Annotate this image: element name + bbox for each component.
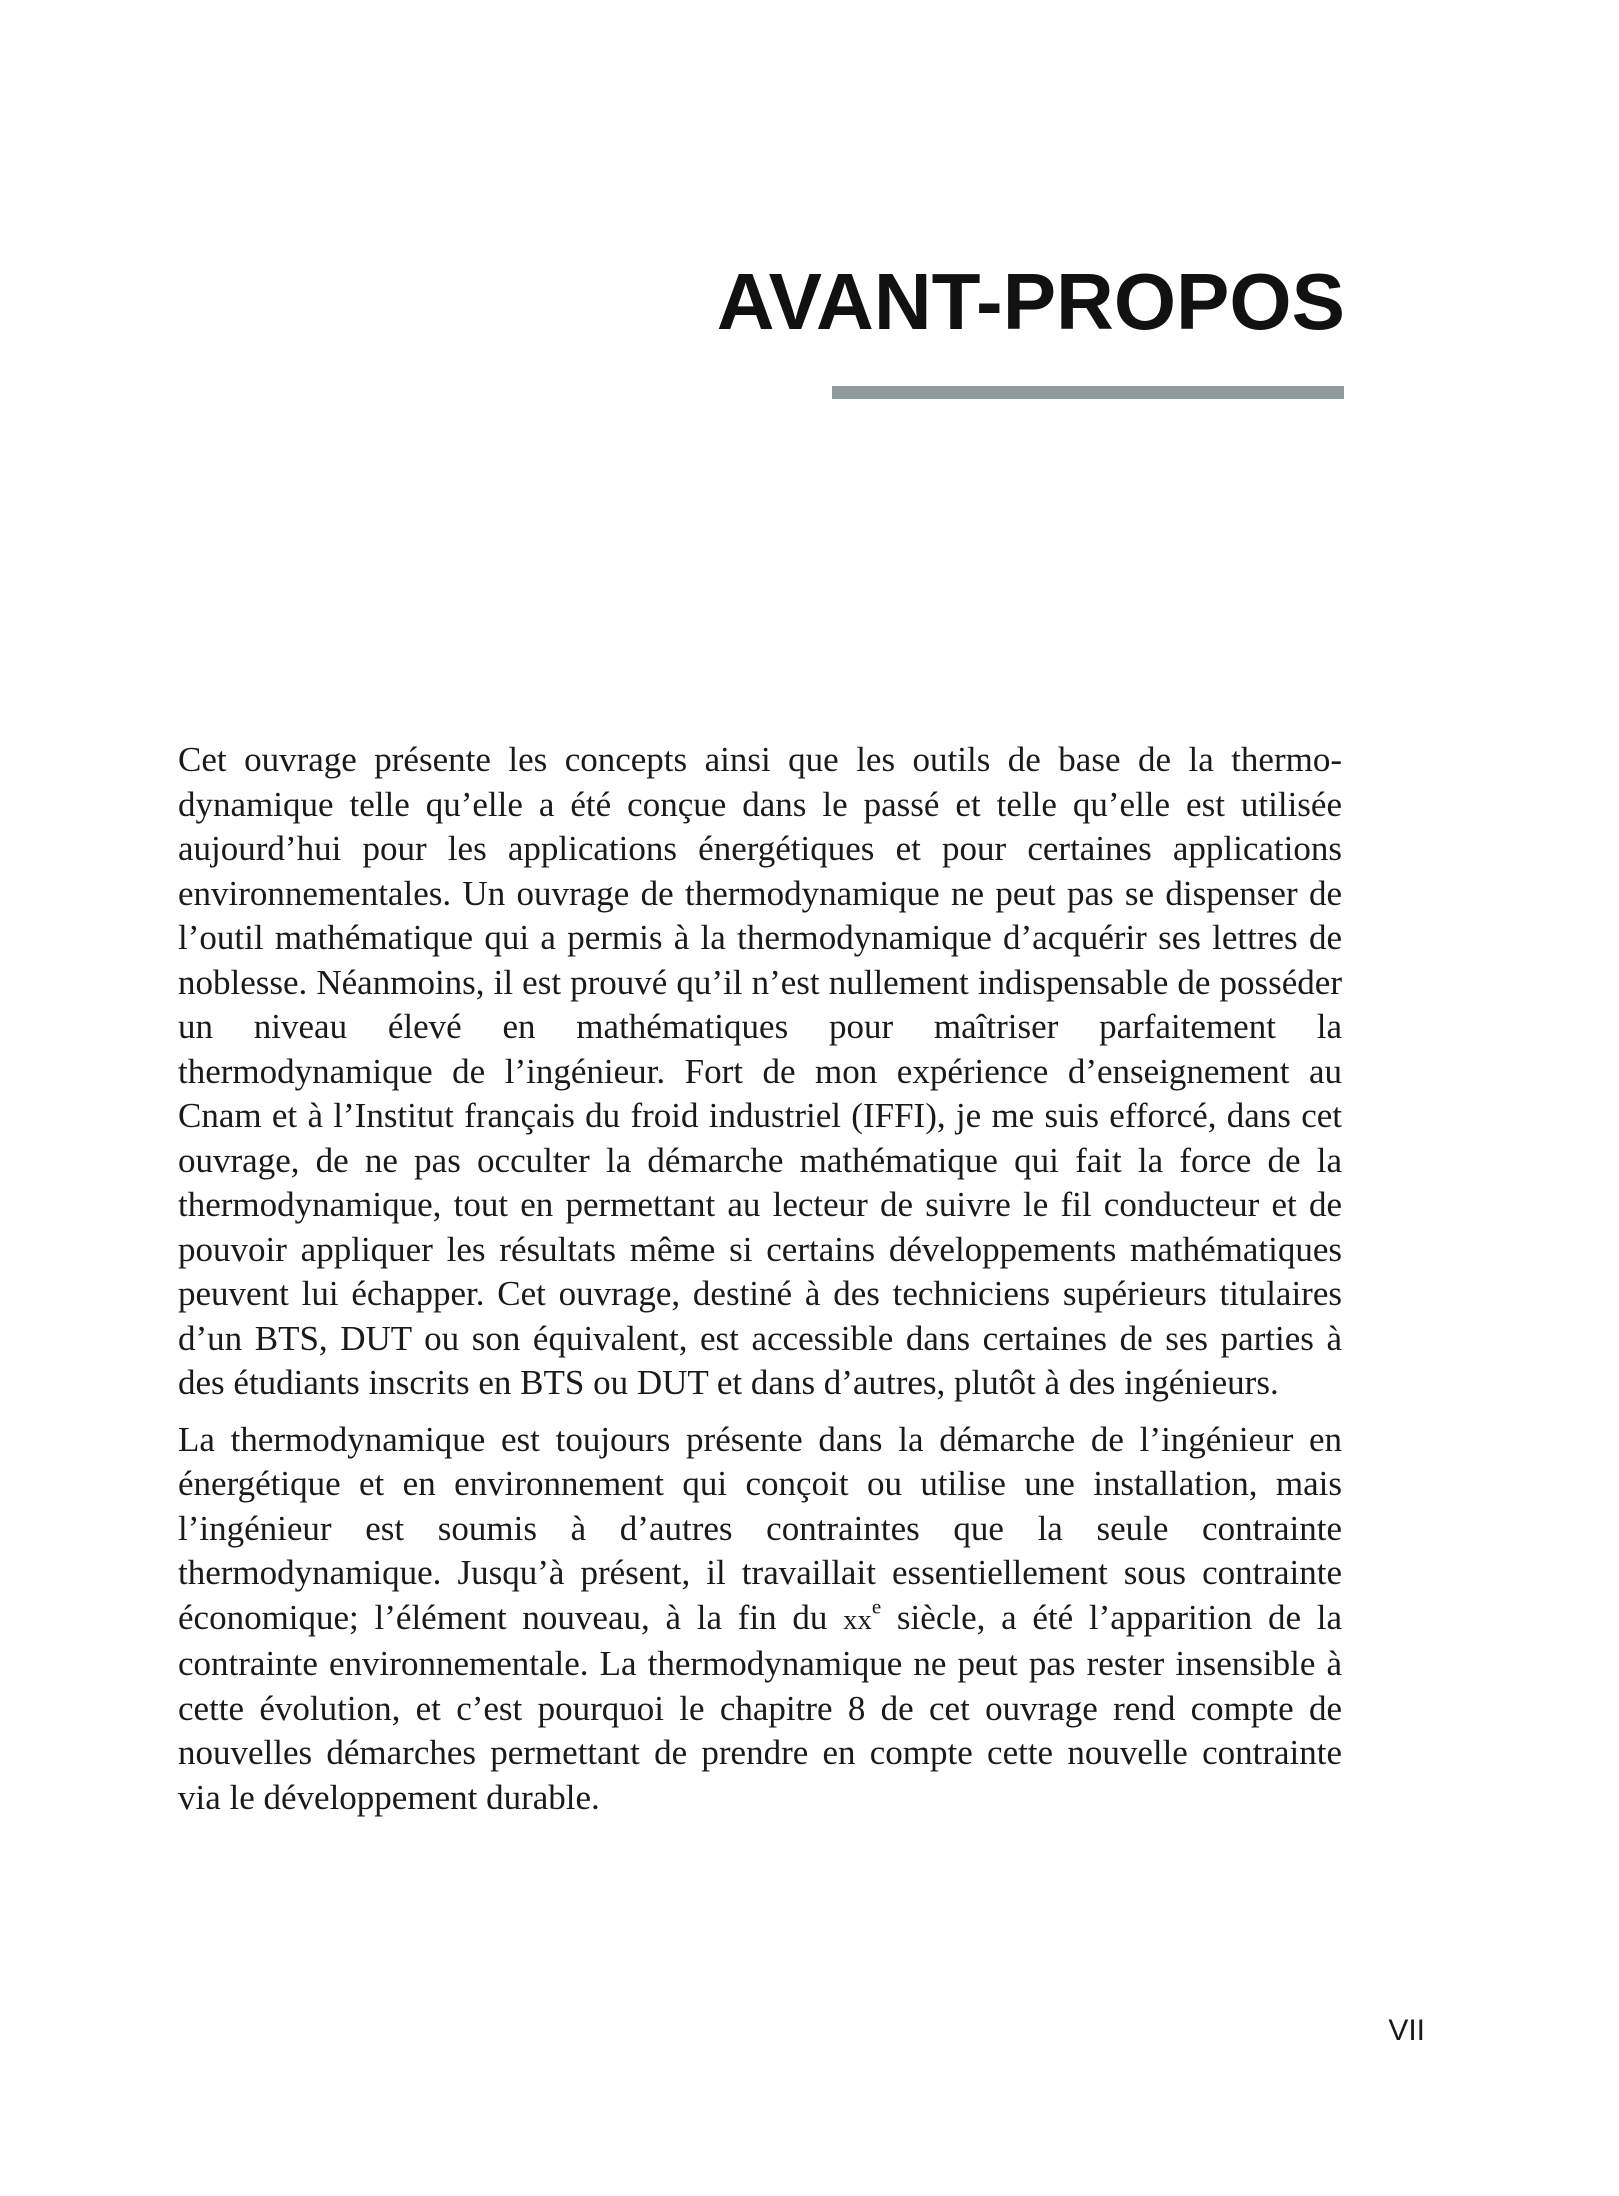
page-number: VII xyxy=(1388,2014,1425,2047)
paragraph-2 xyxy=(178,1418,1342,1821)
paragraph-2-part-2: siècle, a été l’apparition de la contrainte environnementale. La thermodynamique ne peut pas rester insensible à cette évolution, et c’est pourquoi le chapitre 8 de cet ouvrage rend compte de nouvelles démarches permettant de prendre en compte cette nouvelle contrainte via le développement durable. xyxy=(178,1597,1342,1817)
century-numeral: xx xyxy=(843,1603,872,1636)
century-superscript: e xyxy=(871,1593,882,1618)
chapter-title: AVANT-PROPOS xyxy=(716,257,1345,346)
paragraph-2-part-1: La thermodynamique est toujours présente dans la démarche de l’ingénieur en énergétique et en environnement qui conçoit ou utilise une installation, mais l’ingénieur est soumis à d’autres contraintes que la seule contrainte thermodynamique. Jusqu’à présent, il travaillait essentiellement sous contrainte économique; l’élément nouveau, à la fin du xyxy=(178,1419,1342,1637)
title-underline-rule xyxy=(832,386,1344,399)
body-text xyxy=(178,738,1342,1832)
paragraph-1: Cet ouvrage présente les concepts ainsi que les outils de base de la thermodynamique telle qu’elle a été conçue dans le passé et telle qu’elle est utilisée aujourd’hui pour les applications énergétiques et pour certaines applications environnementales. Un ouvrage de thermodynamique ne peut pas se dispenser de l’outil mathématique qui a permis à la thermodynamique d’acquérir ses lettres de noblesse. Néanmoins, il est prouvé qu’il n’est nullement indispensable de posséder un niveau élevé en mathématiques pour maîtriser parfaitement la thermodynamique de l’ingénieur. Fort de mon expérience d’enseignement au Cnam et à l’Institut français du froid industriel (IFFI), je me suis efforcé, dans cet ouvrage, de ne pas occulter la démarche mathématique qui fait la force de la thermodynamique, tout en permettant au lecteur de suivre le fil conducteur et de pouvoir appliquer les résultats même si certains développements mathématiques peuvent lui échapper. Cet ouvrage, destiné à des techniciens supérieurs titulaires d’un BTS, DUT ou son équivalent, est accessible dans certaines de ses parties à des étudiants inscrits en BTS ou DUT et dans d’autres, plutôt à des ingénieurs. xyxy=(178,740,1342,1402)
